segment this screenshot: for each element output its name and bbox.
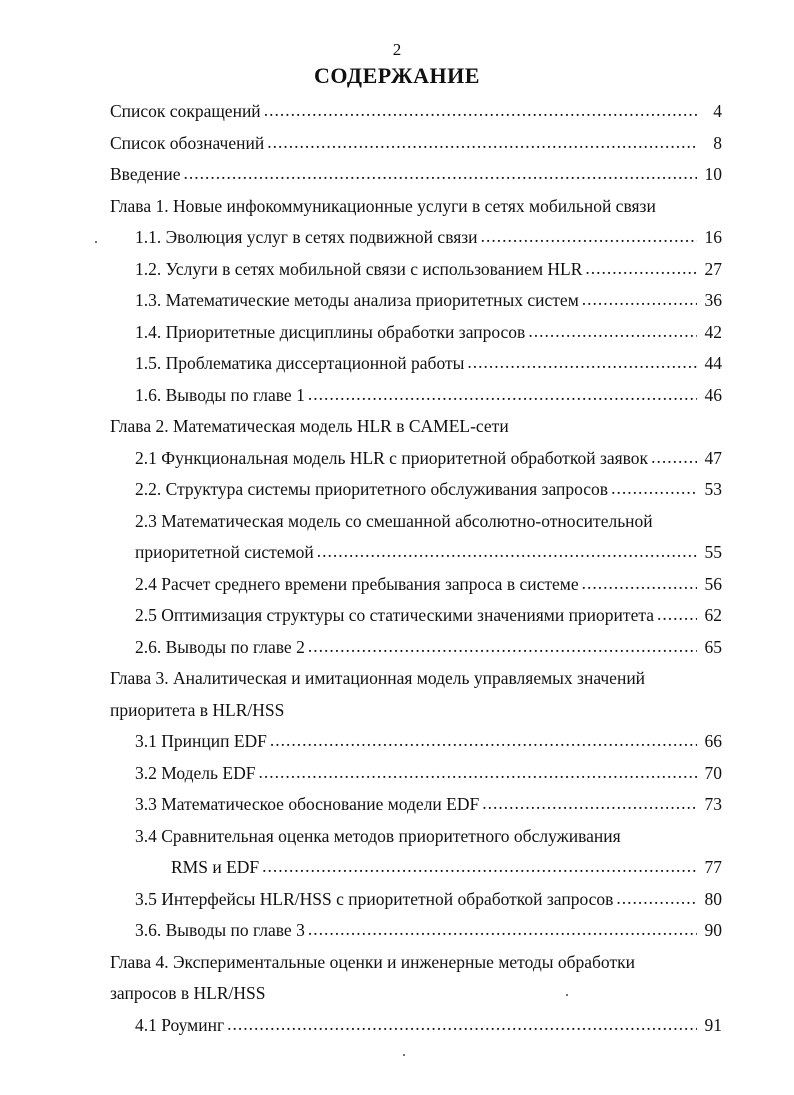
dot-leader bbox=[611, 473, 697, 505]
dot-leader bbox=[227, 1009, 697, 1041]
toc-entry-page-number: 66 bbox=[704, 731, 722, 751]
toc-entry-page-number: 90 bbox=[704, 920, 722, 940]
toc-entry[interactable] bbox=[110, 317, 722, 349]
toc-entry-label: приоритетной системой bbox=[135, 542, 314, 562]
dot-leader bbox=[317, 536, 697, 568]
toc-entry[interactable] bbox=[110, 285, 722, 317]
dot-leader bbox=[270, 725, 697, 757]
toc-entry-page-number: 42 bbox=[704, 321, 722, 342]
toc-entry[interactable] bbox=[110, 569, 722, 601]
toc-entry[interactable] bbox=[110, 600, 722, 632]
toc-entry-page-number: 56 bbox=[704, 573, 722, 594]
toc-entry-label: 3.5 Интерфейсы HLR/HSS с приоритетной обработкой запросов bbox=[135, 888, 614, 909]
table-of-contents bbox=[110, 96, 722, 1041]
toc-entry[interactable] bbox=[110, 884, 722, 916]
toc-entry-label: 3.1 Принцип EDF bbox=[135, 731, 267, 751]
toc-entry-page-number: 16 bbox=[704, 227, 722, 247]
dot-leader bbox=[616, 883, 697, 915]
dot-leader bbox=[308, 379, 697, 411]
scan-speck bbox=[566, 994, 568, 996]
toc-entry-page-number: 77 bbox=[704, 857, 722, 877]
toc-entry-label: 1.1. Эволюция услуг в сетях подвижной связи bbox=[135, 227, 478, 247]
dot-leader bbox=[528, 316, 697, 348]
toc-entry-label: 1.6. Выводы по главе 1 bbox=[135, 384, 305, 405]
toc-entry-page-number: 36 bbox=[704, 290, 722, 310]
toc-entry[interactable] bbox=[110, 537, 722, 569]
toc-entry[interactable] bbox=[110, 758, 722, 790]
scan-speck bbox=[403, 1054, 405, 1056]
toc-entry[interactable] bbox=[110, 443, 722, 475]
toc-entry-page-number: 55 bbox=[704, 542, 722, 562]
dot-leader bbox=[467, 347, 697, 379]
dot-leader bbox=[308, 914, 697, 946]
toc-entry[interactable] bbox=[110, 222, 722, 254]
toc-entry[interactable] bbox=[110, 663, 722, 695]
page-number: 2 bbox=[392, 40, 402, 59]
dot-leader bbox=[258, 757, 697, 789]
toc-entry-label: Глава 1. Новые инфокоммуникационные услуги в сетях мобильной связи bbox=[110, 195, 656, 216]
dot-leader bbox=[264, 95, 697, 127]
toc-entry[interactable] bbox=[110, 348, 722, 380]
toc-entry-label: Глава 2. Математическая модель HLR в CAMEL-сети bbox=[110, 416, 509, 436]
toc-entry[interactable] bbox=[110, 695, 722, 727]
dot-leader bbox=[308, 631, 697, 663]
toc-entry-page-number: 62 bbox=[704, 605, 722, 625]
toc-entry-label: 1.2. Услуги в сетях мобильной связи с использованием HLR bbox=[135, 258, 583, 279]
toc-entry-page-number: 46 bbox=[704, 384, 722, 405]
toc-entry-label: запросов в HLR/HSS bbox=[110, 983, 266, 1003]
toc-entry-page-number: 47 bbox=[704, 447, 722, 468]
toc-entry-label: 1.5. Проблематика диссертационной работы bbox=[135, 353, 465, 373]
dot-leader bbox=[585, 253, 697, 285]
toc-entry-label: 2.1 Функциональная модель HLR с приоритетной обработкой заявок bbox=[135, 447, 649, 468]
toc-entry-page-number: 65 bbox=[704, 636, 722, 657]
toc-entry-page-number: 10 bbox=[704, 164, 722, 184]
toc-entry-label: RMS и EDF bbox=[171, 857, 260, 877]
toc-entry-label: 3.4 Сравнительная оценка методов приоритетного обслуживания bbox=[135, 825, 621, 846]
toc-entry[interactable] bbox=[110, 380, 722, 412]
toc-entry-label: 2.3 Математическая модель со смешанной абсолютно-относительной bbox=[135, 510, 653, 531]
toc-entry[interactable] bbox=[110, 96, 722, 128]
toc-entry[interactable] bbox=[110, 506, 722, 538]
toc-entry-label: 3.3 Математическое обоснование модели EDF bbox=[135, 794, 480, 814]
toc-entry-label: Глава 4. Экспериментальные оценки и инженерные методы обработки bbox=[110, 951, 635, 972]
toc-entry[interactable] bbox=[110, 159, 722, 191]
toc-entry-label: 3.2 Модель EDF bbox=[135, 762, 256, 783]
toc-entry-page-number: 44 bbox=[704, 353, 722, 373]
toc-entry-label: 2.4 Расчет среднего времени пребывания запроса в системе bbox=[135, 573, 579, 594]
dot-leader bbox=[262, 851, 697, 883]
toc-entry-page-number: 8 bbox=[713, 132, 722, 153]
toc-entry[interactable] bbox=[110, 726, 722, 758]
toc-entry-page-number: 70 bbox=[704, 762, 722, 783]
dot-leader bbox=[481, 221, 697, 253]
toc-entry-label: Глава 3. Аналитическая и имитационная модель управляемых значений bbox=[110, 668, 646, 688]
toc-entry[interactable] bbox=[110, 978, 722, 1010]
toc-entry-page-number: 4 bbox=[713, 101, 722, 121]
dot-leader bbox=[582, 568, 697, 600]
toc-entry[interactable] bbox=[110, 1010, 722, 1042]
toc-entry-label: 2.5 Оптимизация структуры со статическими значениями приоритета bbox=[135, 605, 654, 625]
toc-entry-page-number: 53 bbox=[704, 479, 722, 499]
toc-entry[interactable] bbox=[110, 632, 722, 664]
dot-leader bbox=[657, 599, 697, 631]
toc-entry-label: 2.2. Структура системы приоритетного обслуживания запросов bbox=[135, 479, 609, 499]
dot-leader bbox=[267, 127, 697, 159]
toc-entry-label: 1.4. Приоритетные дисциплины обработки запросов bbox=[135, 321, 526, 342]
toc-entry-page-number: 73 bbox=[704, 794, 722, 814]
toc-entry[interactable] bbox=[110, 947, 722, 979]
dot-leader bbox=[582, 284, 697, 316]
page-title: СОДЕРЖАНИЕ bbox=[314, 63, 480, 88]
toc-entry-label: 2.6. Выводы по главе 2 bbox=[135, 636, 305, 657]
toc-entry[interactable] bbox=[110, 191, 722, 223]
toc-entry-label: Список обозначений bbox=[110, 132, 265, 153]
toc-entry-page-number: 91 bbox=[704, 1014, 722, 1035]
toc-entry-label: 4.1 Роуминг bbox=[135, 1014, 225, 1035]
toc-entry-page-number: 80 bbox=[704, 888, 722, 909]
toc-entry[interactable] bbox=[110, 474, 722, 506]
toc-entry-label: приоритета в HLR/HSS bbox=[110, 699, 285, 720]
dot-leader bbox=[184, 158, 697, 190]
dot-leader bbox=[482, 788, 697, 820]
toc-entry-label: Введение bbox=[110, 164, 181, 184]
toc-entry-label: Список сокращений bbox=[110, 101, 261, 121]
toc-entry[interactable] bbox=[110, 128, 722, 160]
scan-speck bbox=[95, 241, 97, 243]
toc-entry-label: 3.6. Выводы по главе 3 bbox=[135, 920, 305, 940]
toc-entry[interactable] bbox=[110, 411, 722, 443]
toc-entry[interactable] bbox=[110, 852, 722, 884]
toc-entry[interactable] bbox=[110, 254, 722, 286]
toc-entry[interactable] bbox=[110, 821, 722, 853]
toc-entry-page-number: 27 bbox=[704, 258, 722, 279]
toc-entry[interactable] bbox=[110, 915, 722, 947]
toc-entry[interactable] bbox=[110, 789, 722, 821]
toc-entry-label: 1.3. Математические методы анализа приоритетных систем bbox=[135, 290, 579, 310]
dot-leader bbox=[651, 442, 697, 474]
